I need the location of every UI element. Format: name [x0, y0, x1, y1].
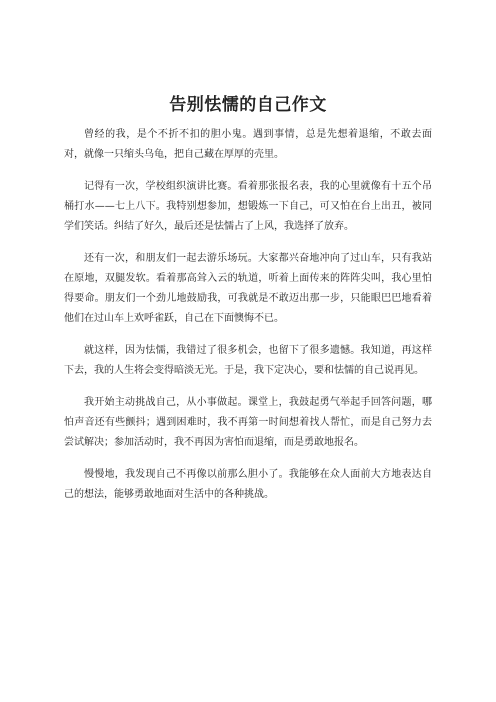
- paragraph-6: 慢慢地，我发现自己不再像以前那么胆小了。我能够在众人面前大方地表达自己的想法，能够勇敢地面对生活中的各种挑战。: [64, 469, 432, 500]
- paragraph-5: 我开始主动挑战自己，从小事做起。课堂上，我鼓起勇气举起手回答问题，哪怕声音还有些颤抖；遇到困难时，我不再第一时间想着找人帮忙，而是自己努力去尝试解决；参加活动时，我不再因为害怕而退缩，而是勇敢地报名。: [64, 397, 432, 448]
- paragraph-4: 就这样，因为怯懦，我错过了很多机会，也留下了很多遗憾。我知道，再这样下去，我的人生将会变得暗淡无光。于是，我下定决心，要和怯懦的自己说再见。: [64, 345, 432, 376]
- paragraph-2: 记得有一次，学校组织演讲比赛。看着那张报名表，我的心里就像有十五个吊桶打水——七上八下。我特别想参加，想锻炼一下自己，可又怕在台上出丑，被同学们笑话。纠结了好久，最后还是怯懦占了上风，我选择了放弃。: [64, 181, 432, 232]
- paragraph-1: 曾经的我，是个不折不扣的胆小鬼。遇到事情，总是先想着退缩，不敢去面对，就像一只缩头乌龟，把自己藏在厚厚的壳里。: [64, 129, 432, 160]
- document-title: 告别怯懦的自己作文: [169, 95, 327, 115]
- paragraph-3: 还有一次，和朋友们一起去游乐场玩。大家都兴奋地冲向了过山车，只有我站在原地，双腿发软。看着那高耸入云的轨道，听着上面传来的阵阵尖叫，我心里怕得要命。朋友们一个劲儿地鼓励我，可我就是不敢迈出那一步，只能眼巴巴地看着他们在过山车上欢呼雀跃，自己在下面懊悔不已。: [64, 253, 432, 324]
